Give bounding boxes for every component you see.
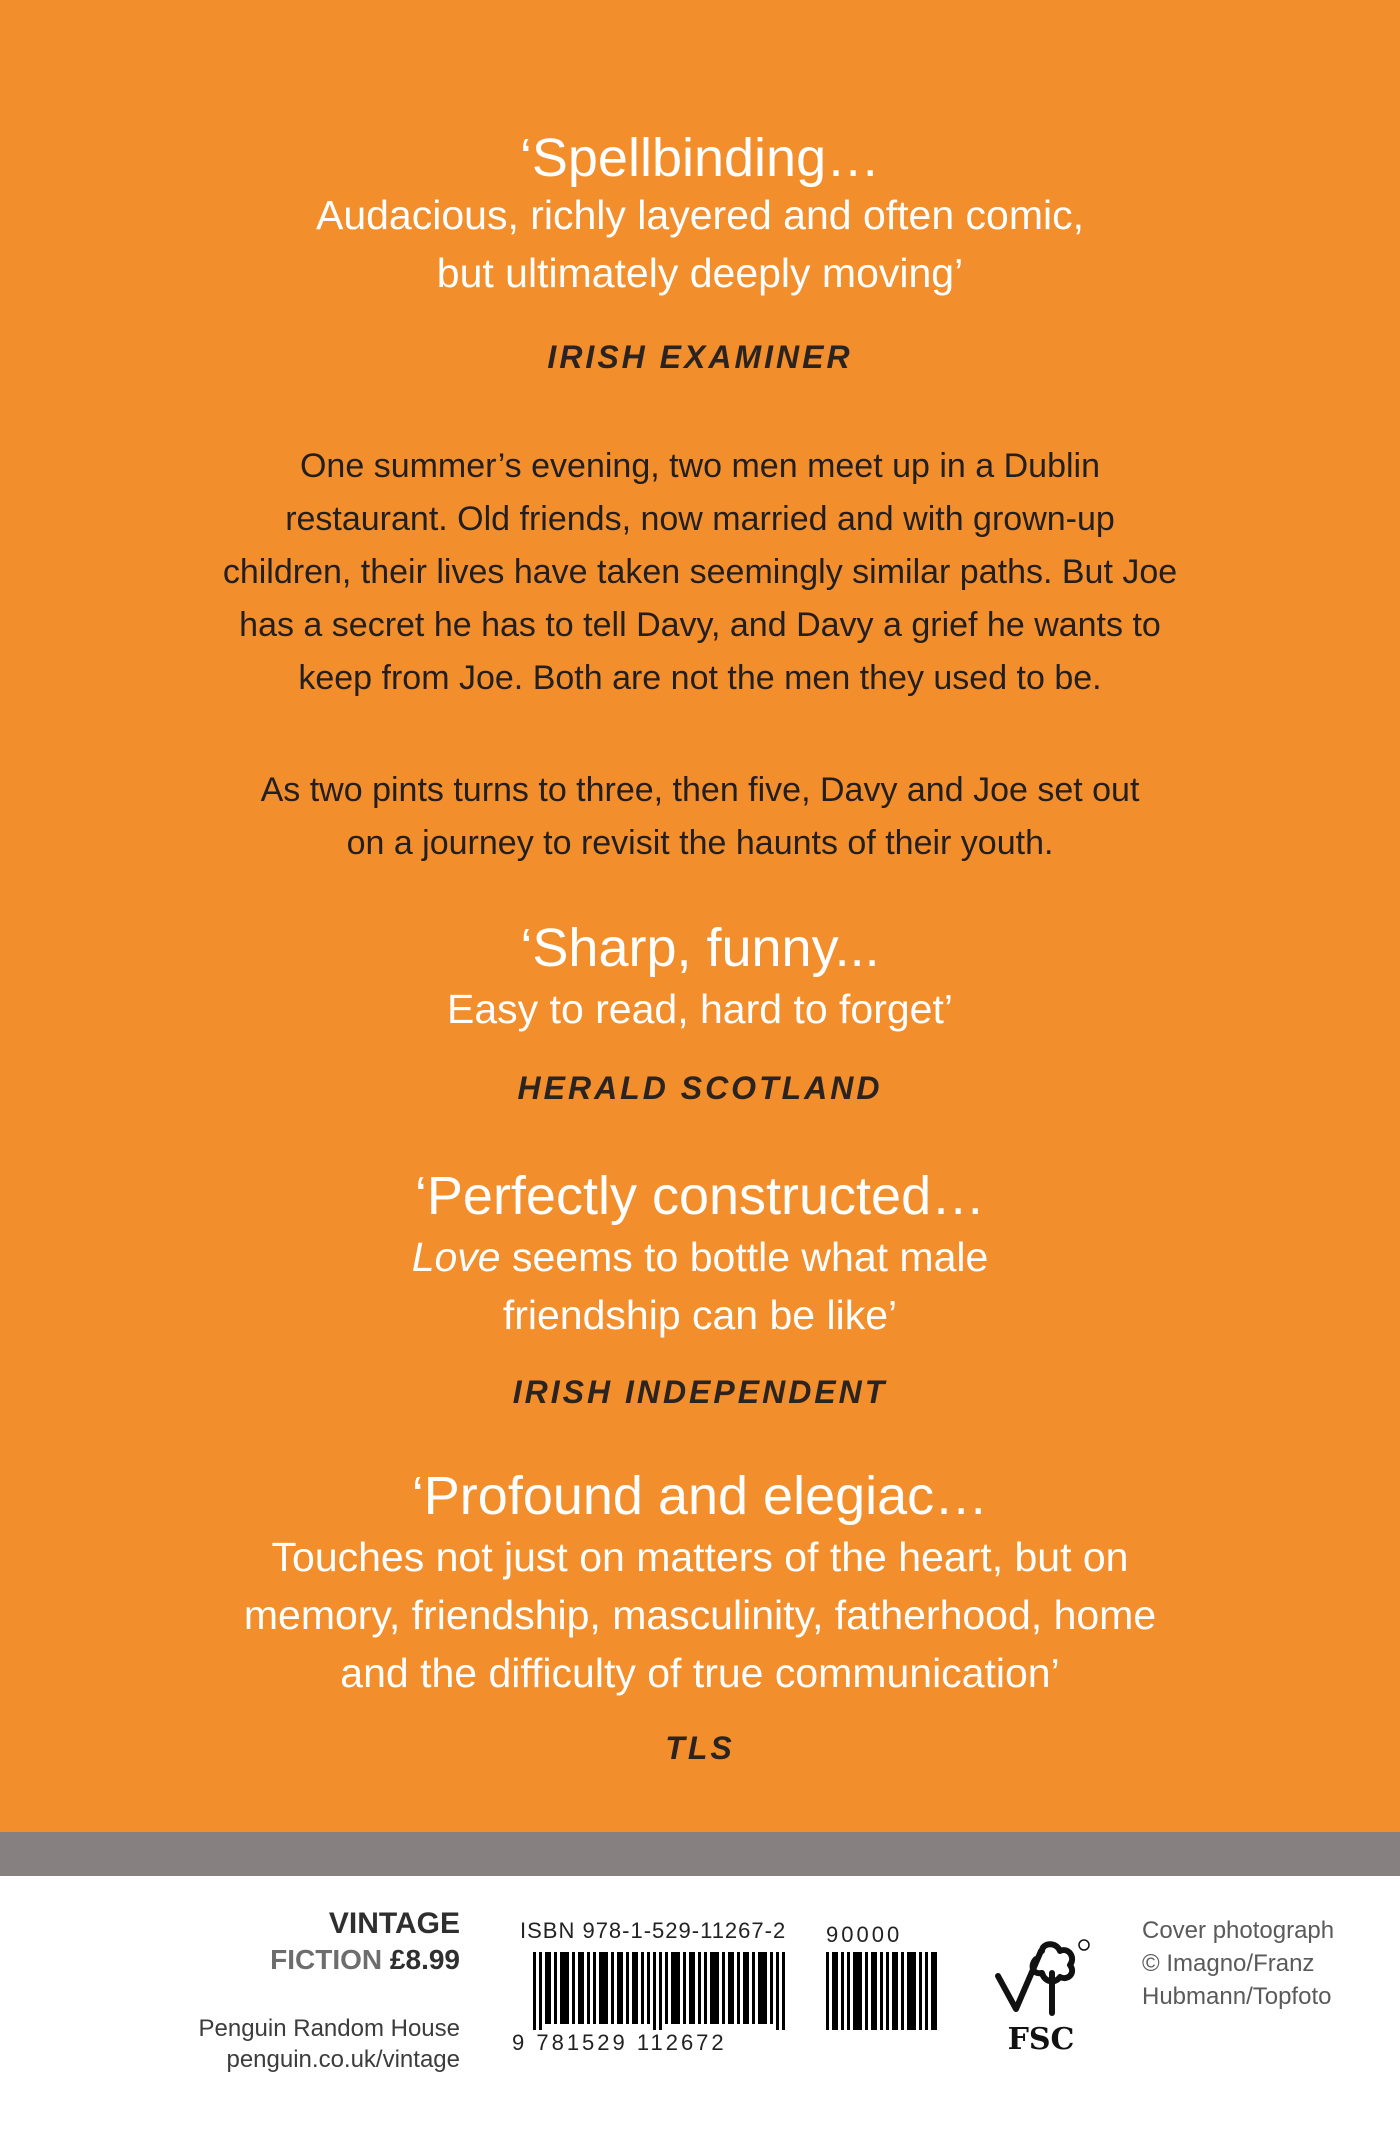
cover-credit	[1142, 1914, 1334, 2013]
category-price	[198, 1942, 460, 1978]
credit-line: Hubmann/Topfoto	[1142, 1983, 1332, 2010]
book-title-italic: Love	[411, 1234, 501, 1280]
fsc-logo-icon	[986, 1931, 1096, 2061]
blurb-line: restaurant. Old friends, now married and with grown-up	[285, 500, 1115, 538]
quote-source: IRISH EXAMINER	[547, 339, 853, 375]
blurb-line: children, their lives have taken seemingly similar paths. But Joe	[222, 553, 1178, 591]
price: £8.99	[389, 1944, 460, 1975]
quote-headline: ‘Sharp, funny...	[520, 918, 880, 978]
quote-line: memory, friendship, masculinity, fatherhood, home	[243, 1592, 1157, 1638]
blurb-paragraph-1	[0, 440, 1400, 705]
barcode-footer	[0, 1876, 1400, 2147]
imprint-name: VINTAGE	[328, 1907, 460, 1940]
publisher-info	[198, 2013, 460, 2075]
imprint-block	[198, 1906, 460, 2075]
blurb-paragraph-2	[0, 764, 1400, 870]
barcode-digits: 9 781529 112672	[512, 2030, 727, 2055]
quote-text: seems to bottle what male	[500, 1234, 989, 1280]
quote-source: TLS	[665, 1730, 735, 1766]
publisher-url: penguin.co.uk/vintage	[226, 2046, 460, 2073]
credit-line: © Imagno/Franz	[1142, 1950, 1315, 1977]
category: FICTION	[270, 1944, 383, 1975]
quote-line	[0, 1228, 1400, 1286]
quote-source: IRISH INDEPENDENT	[512, 1374, 888, 1410]
price-barcode-icon	[826, 1952, 946, 2030]
quote-line: Touches not just on matters of the heart, but on	[271, 1534, 1129, 1580]
blurb-line: As two pints turns to three, then five, Davy and Joe set out	[260, 771, 1140, 809]
grey-band	[0, 1832, 1400, 1876]
fsc-label: FSC	[1007, 2022, 1075, 2057]
quote-headline: ‘Spellbinding…	[519, 128, 881, 188]
price-code: 90000	[826, 1922, 903, 1947]
barcode-icon	[533, 1952, 793, 2030]
quote-line: Easy to read, hard to forget’	[447, 986, 953, 1032]
quote-irish-independent	[0, 1164, 1400, 1344]
quote-line: Audacious, richly layered and often comic,	[315, 192, 1084, 238]
quote-line: but ultimately deeply moving’	[436, 250, 964, 296]
isbn-text: ISBN 978-1-529-11267-2	[520, 1918, 787, 1943]
quote-herald-scotland	[0, 916, 1400, 1038]
blurb-line: One summer’s evening, two men meet up in a Dublin	[299, 447, 1101, 485]
quote-line: and the difficulty of true communication’	[340, 1650, 1060, 1696]
quote-source: HERALD SCOTLAND	[517, 1070, 883, 1106]
publisher-name: Penguin Random House	[198, 2015, 460, 2042]
quote-headline: ‘Profound and elegiac…	[411, 1466, 989, 1526]
blurb-line: has a secret he has to tell Davy, and Davy a grief he wants to	[239, 606, 1161, 644]
blurb-line: on a journey to revisit the haunts of their youth.	[346, 824, 1054, 862]
quote-line: friendship can be like’	[502, 1292, 898, 1338]
quote-headline: ‘Perfectly constructed…	[414, 1166, 986, 1226]
quote-irish-examiner	[0, 126, 1400, 302]
blurb-line: keep from Joe. Both are not the men they used to be.	[298, 659, 1102, 697]
quote-tls	[0, 1464, 1400, 1702]
credit-line: Cover photograph	[1142, 1917, 1335, 1944]
